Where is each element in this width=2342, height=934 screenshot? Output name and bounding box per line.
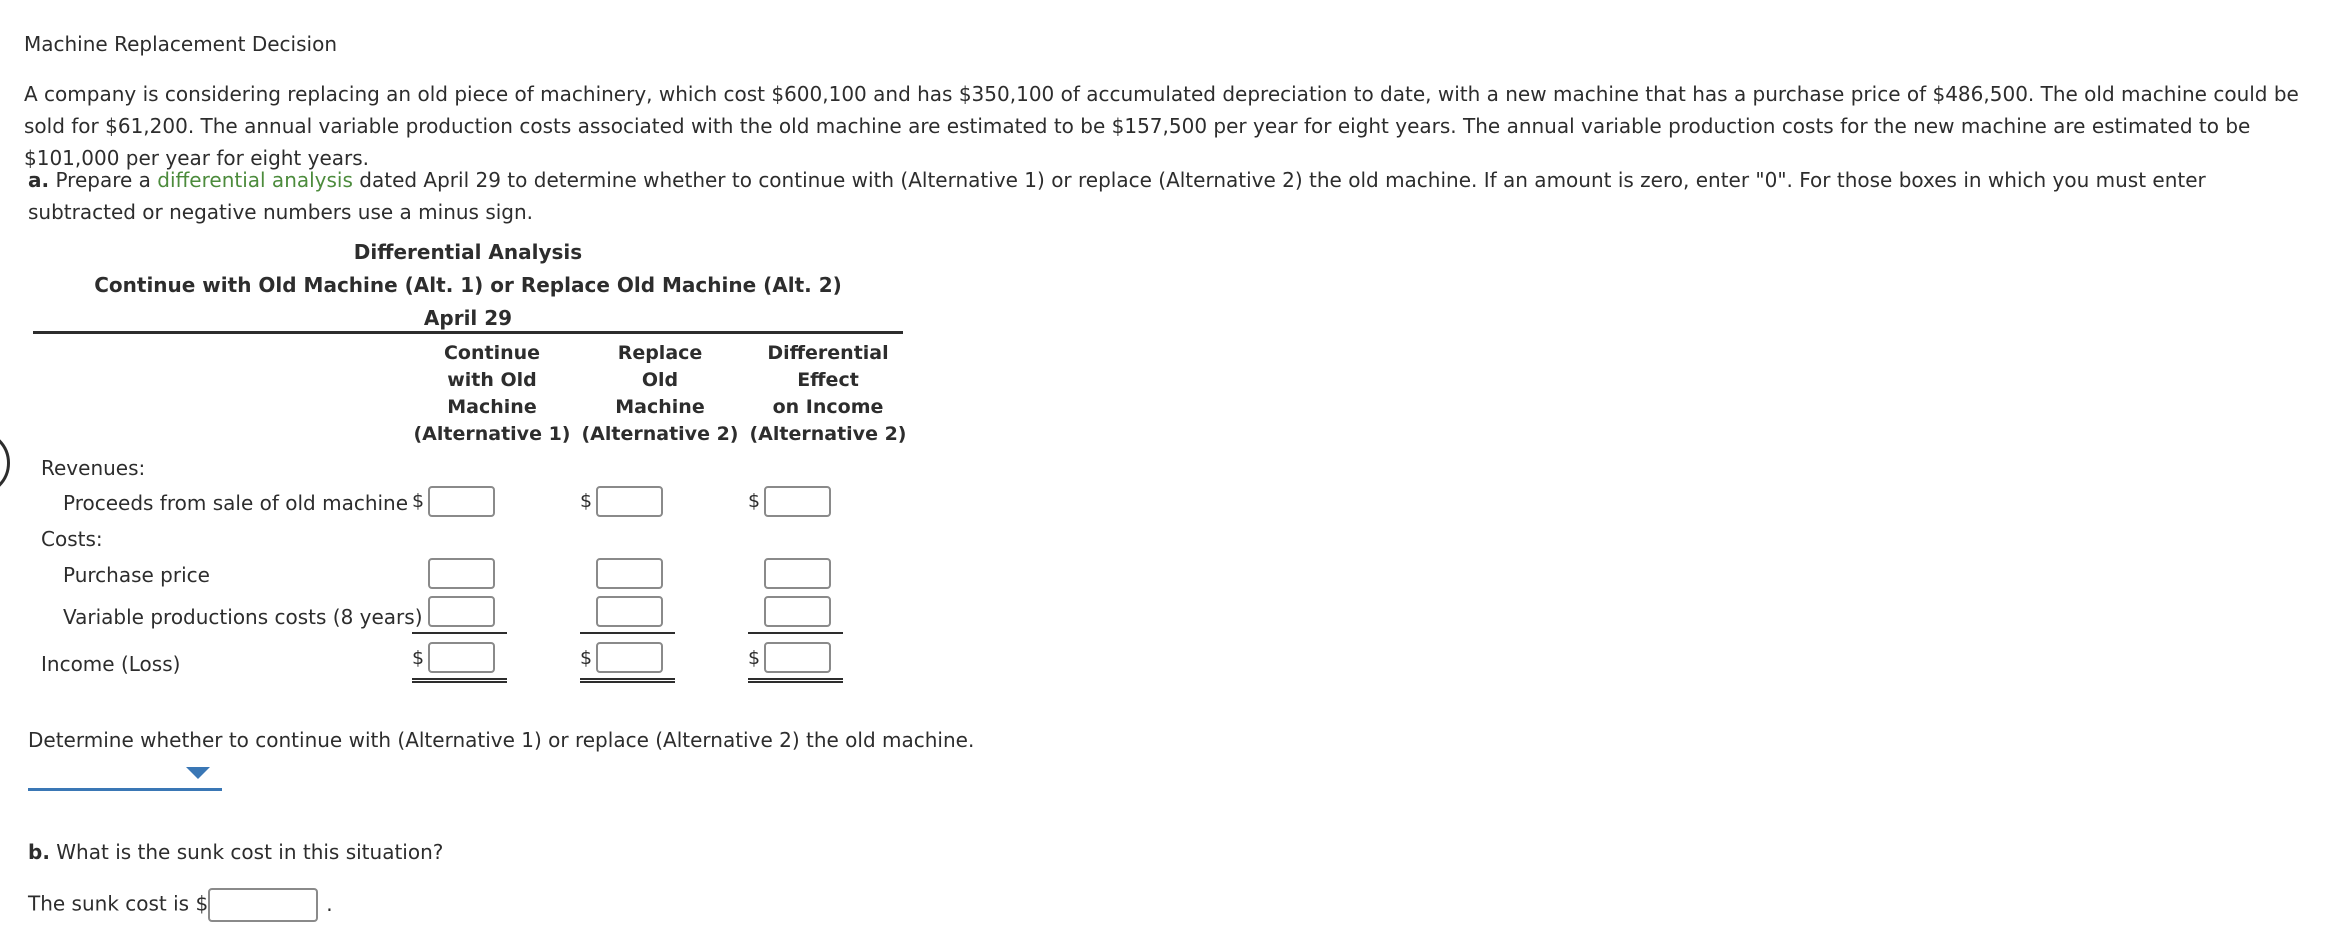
currency-symbol: $: [580, 647, 593, 669]
column-header-alt1: Continue with Old Machine (Alternative 1): [413, 342, 571, 445]
alt1-purchase-input[interactable]: [428, 558, 495, 589]
decision-question: Determine whether to continue with (Alternative 1) or replace (Alternative 2) the old machine.: [28, 728, 975, 752]
alt2-proceeds-input[interactable]: [596, 486, 663, 517]
row-label-purchase-price: Purchase price: [63, 563, 210, 587]
part-a-text-end: dated April 29 to determine whether to continue with (Alternative 1) or replace (Alternative 2) the old machine. If an amount is zero, enter "0". For those boxes in which you must enter subtracted or negative numbers use a minus sign.: [28, 168, 2206, 224]
sunk-cost-row: The sunk cost is $ .: [28, 888, 333, 922]
subtotal-line: [580, 632, 675, 634]
part-a-text-start: Prepare a: [55, 168, 151, 192]
alt1-variable-costs-input[interactable]: [428, 596, 495, 627]
analysis-subheading: Continue with Old Machine (Alt. 1) or Replace Old Machine (Alt. 2): [94, 273, 842, 297]
differential-purchase-input[interactable]: [764, 558, 831, 589]
row-label-proceeds: Proceeds from sale of old machine: [63, 491, 409, 515]
part-a-label: a.: [28, 168, 50, 192]
column-header-differential: Differential Effect on Income (Alternative 2): [749, 342, 907, 445]
currency-symbol: $: [412, 647, 425, 669]
differential-income-input[interactable]: [764, 642, 831, 673]
differential-analysis-link[interactable]: differential analysis: [157, 168, 353, 192]
column-header-alt2: Replace Old Machine (Alternative 2): [581, 342, 739, 445]
differential-variable-costs-input[interactable]: [764, 596, 831, 627]
currency-symbol: $: [412, 490, 425, 512]
part-b-label: b.: [28, 840, 50, 864]
currency-symbol: $: [748, 647, 761, 669]
sunk-cost-input[interactable]: [208, 888, 318, 922]
total-double-line: [580, 678, 675, 683]
row-label-costs: Costs:: [41, 527, 103, 551]
sunk-cost-label: The sunk cost is $: [28, 891, 209, 916]
subtotal-line: [412, 632, 507, 634]
header-rule: [33, 331, 903, 334]
subtotal-line: [748, 632, 843, 634]
alt1-proceeds-input[interactable]: [428, 486, 495, 517]
analysis-heading: Differential Analysis: [353, 240, 583, 264]
problem-title: Machine Replacement Decision: [24, 32, 337, 56]
analysis-date: April 29: [423, 306, 513, 330]
row-label-variable-costs: Variable productions costs (8 years): [63, 605, 423, 629]
alt2-income-input[interactable]: [596, 642, 663, 673]
alt2-variable-costs-input[interactable]: [596, 596, 663, 627]
currency-symbol: $: [748, 490, 761, 512]
row-label-income: Income (Loss): [41, 652, 181, 676]
total-double-line: [412, 678, 507, 683]
circular-indicator: [0, 430, 10, 496]
problem-intro: A company is considering replacing an old piece of machinery, which cost $600,100 and has $350,100 of accumulated depreciation to date, with a new machine that has a purchase price of $486,500. The old machine could be sold for $61,200. The annual variable production costs associated with the old machine are estimated to be $157,500 per year for eight years. The annual variable production costs for the new machine are estimated to be $101,000 per year for eight years.: [24, 82, 2299, 170]
differential-proceeds-input[interactable]: [764, 486, 831, 517]
decision-dropdown[interactable]: [28, 762, 222, 791]
part-b-question: b. What is the sunk cost in this situation?: [28, 840, 444, 864]
row-label-revenues: Revenues:: [41, 456, 146, 480]
alt1-income-input[interactable]: [428, 642, 495, 673]
alt2-purchase-input[interactable]: [596, 558, 663, 589]
chevron-down-icon: [186, 767, 210, 779]
currency-symbol: $: [580, 490, 593, 512]
total-double-line: [748, 678, 843, 683]
part-a-instructions: [28, 164, 2318, 228]
